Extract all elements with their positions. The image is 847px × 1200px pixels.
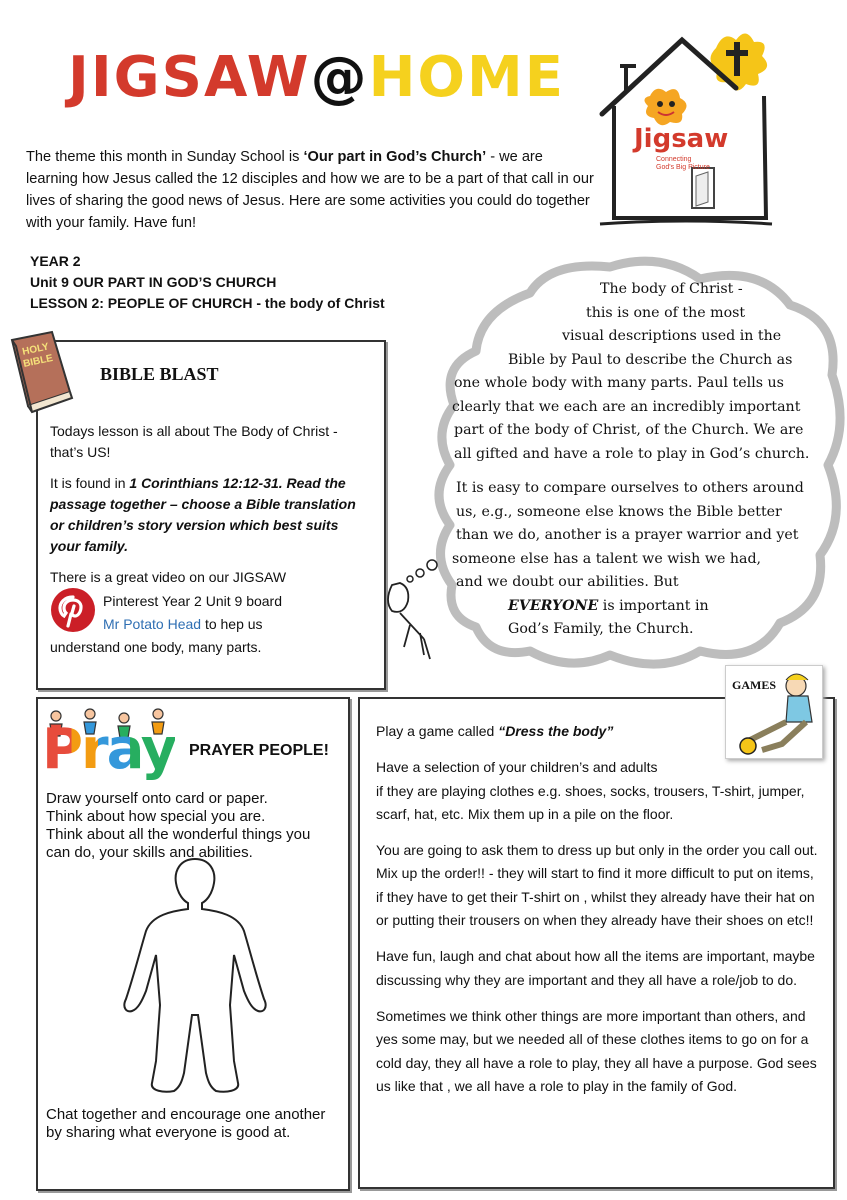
pray-instruction: can do, your skills and abilities. <box>46 844 253 861</box>
pray-logo <box>42 706 182 788</box>
logo-tagline-line2: God's Big Picture <box>656 164 710 171</box>
stick-figure-icon <box>388 583 430 659</box>
bible-blast-intro: Todays lesson is all about The Body of Christ - that’s US! <box>50 423 338 460</box>
cloud-line: God’s Family, the Church. <box>508 621 694 637</box>
intro-text-rest: - we are learning how Jesus called the 12 disciples and how we are to be a part of that call in our lives of sharing the good news of Jesus. Here are some activities you could do together with your family. Have fun! <box>26 149 594 231</box>
cloud-line: someone else has a talent we wish we had, <box>452 550 762 567</box>
cloud-line: It is easy to compare ourselves to others around <box>456 480 804 496</box>
pray-instruction: Think about all the wonderful things you <box>46 826 311 843</box>
cloud-everyone-line <box>450 595 830 619</box>
cloud-line: visual descriptions used in the <box>562 328 782 344</box>
pray-word <box>42 717 176 782</box>
pray-chat <box>46 1106 356 1142</box>
bible-book-line2: BIBLE <box>22 352 54 370</box>
cloud-line: part of the body of Christ, of the Church. We are <box>454 422 804 438</box>
cloud-line: than we do, another is a prayer warrior and yet <box>456 527 799 543</box>
title-at: @ <box>310 45 369 110</box>
reference-passage: 1 Corinthians 12:12-31. Read the passage together – choose a Bible translation or children’s story version which best suits your family. <box>50 475 356 554</box>
logo-tagline-line1: Connecting <box>656 156 692 163</box>
link-after-text: to hep us <box>201 616 263 632</box>
cloud-line: us, e.g., someone else knows the Bible better <box>456 503 782 520</box>
cloud-line: Bible by Paul to describe the Church as <box>508 351 793 368</box>
bible-book-line1: HOLY <box>21 341 50 358</box>
pray-instruction: Draw yourself onto card or paper. <box>46 790 268 807</box>
intro-theme: ‘Our part in God’s Church’ <box>303 149 487 165</box>
pinterest-icon[interactable] <box>51 588 95 632</box>
title-home: HOME <box>368 45 566 110</box>
body-outline-icon <box>110 855 280 1100</box>
bible-blast-content <box>50 421 360 588</box>
pray-word-text: Pray <box>42 717 176 782</box>
games-p1-rest: if they are playing clothes e.g. shoes, socks, trousers, T-shirt, jumper, scarf, hat, etc. Mix them up in a pile on the floor. <box>376 782 805 822</box>
reference-prefix: It is found in <box>50 475 130 491</box>
mr-potato-head-link[interactable]: Mr Potato Head <box>103 616 202 632</box>
games-intro <box>376 720 821 743</box>
year-label: YEAR 2 <box>30 253 81 269</box>
unit-info <box>30 251 385 314</box>
jigsaw-logo <box>596 18 776 230</box>
cloud-line: all gifted and have a role to play in God’s church. <box>454 445 810 462</box>
games-title: “Dress the body” <box>498 723 614 739</box>
cloud-everyone: EVERYONE <box>508 597 599 614</box>
games-intro-text: Play a game called <box>376 723 499 739</box>
cloud-line: and we doubt our abilities. But <box>456 574 679 590</box>
cloud-line: The body of Christ - <box>600 281 743 297</box>
pinterest-text: Pinterest Year 2 Unit 9 board <box>103 593 283 609</box>
unit-label: Unit 9 OUR PART IN GOD’S CHURCH <box>30 274 277 290</box>
video-link-line <box>103 614 263 635</box>
pray-chat-line: Chat together and encourage one another <box>46 1106 326 1123</box>
logo-brand: Jigsaw <box>634 124 729 154</box>
prayer-people-title: PRAYER PEOPLE! <box>189 742 329 759</box>
cloud-paragraph-2 <box>450 477 830 642</box>
games-badge: GAMES <box>732 678 777 692</box>
pray-instructions <box>46 790 346 862</box>
video-link-last: understand one body, many parts. <box>50 639 262 655</box>
page-title <box>68 45 566 110</box>
pray-instruction: Think about how special you are. <box>46 808 266 825</box>
games-p1-line1: Have a selection of your children’s and adults <box>376 759 658 776</box>
video-text: There is a great video on our JIGSAW <box>50 569 287 585</box>
intro-text: The theme this month in Sunday School is <box>26 149 304 165</box>
logo-tagline <box>656 156 710 172</box>
games-p1 <box>376 756 821 826</box>
title-jigsaw: JIGSAW <box>68 45 311 110</box>
intro-paragraph <box>26 146 596 234</box>
pray-chat-line: by sharing what everyone is good at. <box>46 1124 291 1141</box>
games-p3: Have fun, laugh and chat about how all the items are important, maybe discussing why they are important and they all have a role/job to do. <box>376 948 815 988</box>
cloud-paragraph-1 <box>450 278 820 466</box>
bible-blast-title: BIBLE BLAST <box>100 364 219 384</box>
cloud-line: clearly that we each are an incredibly important <box>452 398 801 415</box>
bible-blast-reference <box>50 473 360 557</box>
cloud-line: this is one of the most <box>586 304 746 321</box>
games-p4: Sometimes we think other things are more important than others, and yes some may, but we needed all of these clothes items to go on for a cold day, they all have a role to play, they all have a purpose. God sees us like that , we all have a role to play in the family of God. <box>376 1007 817 1094</box>
games-content <box>376 720 821 1111</box>
games-p2: You are going to ask them to dress up but only in the order you call out. Mix up the order!! - they will start to find it more difficult to put on items, if they have to get their T-shirt on , whilst they already have their hat on or putting their trousers on when they already have their shoes on etc!! <box>376 842 818 929</box>
lesson-label: LESSON 2: PEOPLE OF CHURCH - the body of Christ <box>30 295 385 311</box>
cloud-line: one whole body with many parts. Paul tells us <box>454 375 784 391</box>
bible-book-icon <box>6 330 76 414</box>
cloud-everyone-after: is important in <box>598 597 709 614</box>
